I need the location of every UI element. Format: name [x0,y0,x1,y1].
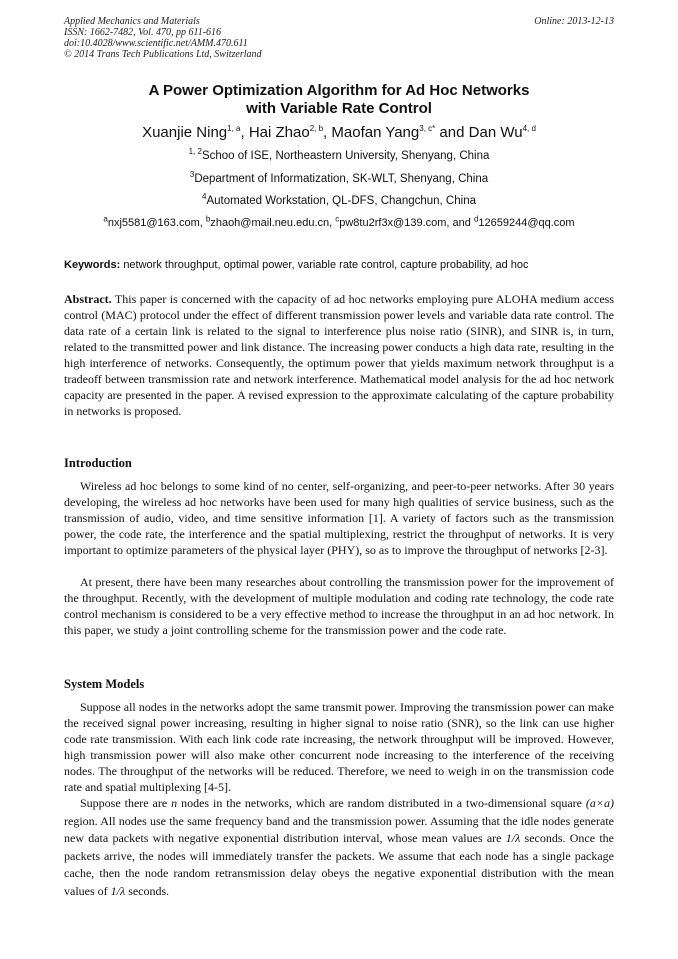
email-address[interactable]: 12659244@qq.com [478,217,575,229]
math-square: (a×a) [585,796,614,810]
email-address[interactable]: nxj5581@163.com, [107,217,206,229]
affiliation: $^3$Department of Informatization, SK-WLT, Shenyang, China [189,170,489,185]
author-sup: 2, b [309,124,324,133]
author-sup: 4, d [522,124,536,133]
author-sup: 3, c* [419,124,436,133]
math-n: n [171,796,178,810]
abstract-text: This paper is concerned with the capacity of ad hoc networks employing pure ALOHA medium access control (MAC) protocol under the effect of different transmission power levels and variable data rate control. The data rate of a certain link is related to the signal to interference plus noise ratio (SINR), and SINR is, in turn, related to the transmitted power and link distance. The increasing power conducts a high data rate, resulting in the high interference of networks. Consequently, the optimum power that yields maximum network throughput is a tradeoff between transmission rate and network interference. Mathematical model analysis for the ad hoc network capacity are presented in the paper. A revised expression to the approximate calculating of the capture probability in networks is proposed. [64,292,614,418]
section-heading-introduction: Introduction [64,456,132,470]
intro-paragraph-1: Wireless ad hoc belongs to some kind of no center, self-organizing, and peer-to-peer networks. After 30 years developing, the wireless ad hoc networks have been used for many high qualities of service business, such as the transmission of audio, video, and time sensitive information [1]. A variety of factors such as the transmission power, the code rate, the interference and the spatial multiplexing, restrict the throughput of networks. It is very important to optimize parameters of the physical layer (PHY), so as to improve the throughput of networks [2-3]. [64,479,614,557]
author-name: Xuanjie Ning [142,124,228,141]
system-models-paragraph-2: Suppose there are n nodes in the networks, which are random distributed in a two-dimensional square (a×a) region. All nodes use the same frequency band and the transmission power. Assuming that the idle nodes generate new data packets with negative exponential distribution interval, whose mean values are 1/λ seconds. Once the packets arrive, the nodes will immediately transfer the packets. We assume that each node has a single package cache, then the node random retransmission delay obeys the negative exponential distribution with the mean values of 1/λ seconds. [64,796,614,898]
keywords-text: network throughput, optimal power, variable rate control, capture probability, ad hoc [123,259,529,271]
affiliation: $^{1, 2}$Schoo of ISE, Northeastern University, Shenyang, China [188,147,490,162]
online-date: Online: 2013-12-13 [534,16,614,27]
abstract [64,291,614,419]
paper-title-line-2: with Variable Rate Control [246,100,432,117]
intro-paragraph-2: At present, there have been many researches about controlling the transmission power for the improvement of the throughput. Recently, with the development of multiple modulation and coding rate technology, the code rate control mechanism is considered to be a very effective method to increase the throughput in an ad hoc network. In this paper, we study a joint controlling scheme for the transmission power and the code rate. [64,575,614,637]
author-name: Dan Wu [468,124,523,141]
section-heading-system-models: System Models [64,677,145,691]
system-models-paragraph-1: Suppose all nodes in the networks adopt the same transmit power. Improving the transmission power can make the received signal power increasing, resulting in higher signal to noise ratio (SNR), so the link can use higher code rate transmission. With each link code rate increasing, the network throughput will be improved. However, high transmission power will also make other concurrent node increasing to the interference of the receiving nodes. The throughput of the networks will be reduced. Therefore, we need to weigh in on the transmission code rate and spatial multiplexing [4-5]. [64,700,614,794]
issn-line: ISSN: 1662-7482, Vol. 470, pp 611-616 [64,27,222,38]
paper-title-line-1: A Power Optimization Algorithm for Ad Hoc Networks [148,82,530,99]
keywords [64,259,616,271]
doi-line[interactable]: doi:10.4028/www.scientific.net/AMM.470.611 [64,38,248,49]
abstract-label: Abstract. [64,292,112,306]
math-mean-2: 1/λ [110,883,126,898]
math-mean-1: 1/λ [505,831,521,845]
author-name: Hai Zhao [248,124,310,141]
email-list: $^a$nxj5581@163.com, $^b$zhaoh@mail.neu.edu.cn, $^c$pw8tu2rf3x@139.com, and $^d$12659244@qq.com [103,214,575,229]
email-address[interactable]: zhaoh@mail.neu.edu.cn, [210,217,336,229]
copyright-line: © 2014 Trans Tech Publications Ltd, Switzerland [64,49,262,60]
keywords-label: Keywords: [64,259,121,271]
email-address[interactable]: pw8tu2rf3x@139.com, and [339,217,474,229]
author-name: Maofan Yang [331,124,420,141]
journal-name: Applied Mechanics and Materials [64,16,200,27]
affiliation: $^4$Automated Workstation, QL-DFS, Changchun, China [202,192,476,207]
author-list: Xuanjie Ning$^{1, a}$, Hai Zhao$^{2, b}$, Maofan Yang$^{3, c*}$ and Dan Wu$^{4, d}$ [142,124,536,141]
author-sup: 1, a [227,124,241,133]
